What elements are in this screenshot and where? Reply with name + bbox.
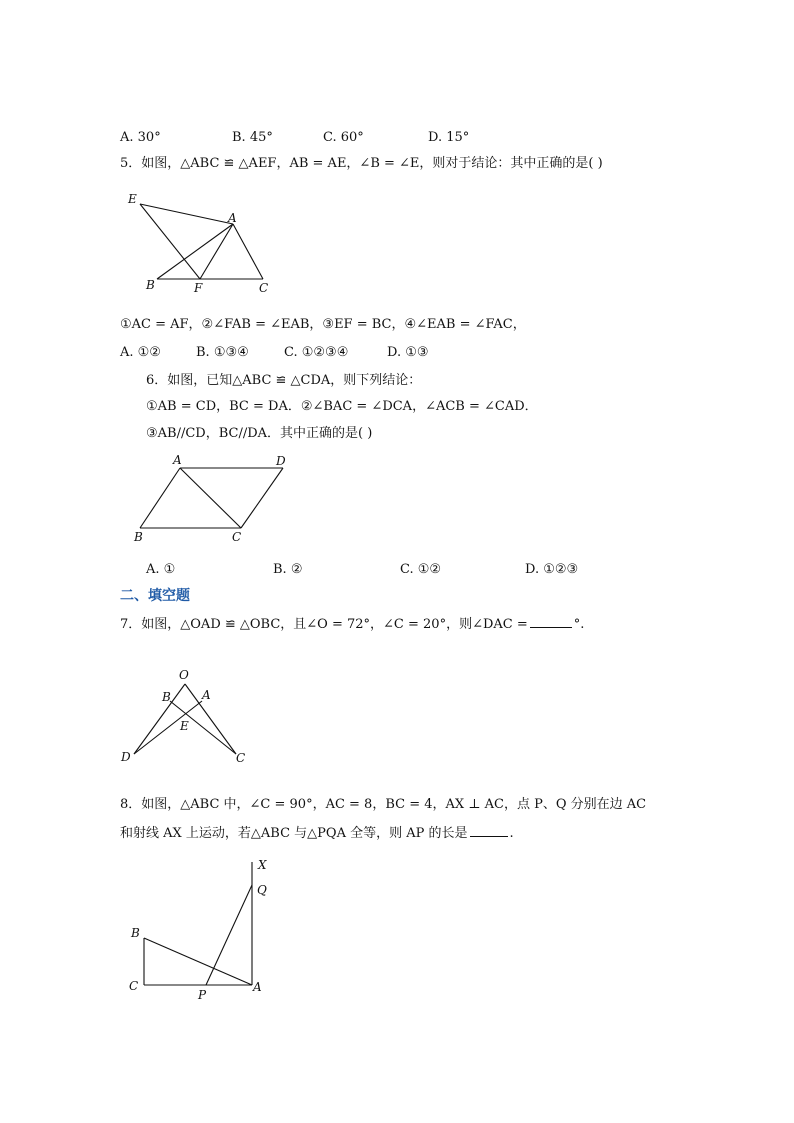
q6-label-A: A	[173, 453, 182, 467]
q6-label-B: B	[134, 530, 143, 544]
q5-option-c: C. ①②③④	[284, 345, 349, 360]
q5-conclusions: ①AC = AF，②∠FAB = ∠EAB，③EF = BC，④∠EAB = ∠FAC，	[120, 317, 526, 332]
q6-line-AB	[140, 468, 180, 528]
q6-line-AC	[180, 468, 241, 528]
q6-option-c: C. ①②	[400, 562, 442, 577]
q6-option-d: D. ①②③	[525, 562, 579, 577]
q8-line2-text: 和射线 AX 上运动，若△ABC 与△PQA 全等，则 AP 的长是	[120, 826, 468, 841]
q6-line1: ①AB = CD，BC = DA．②∠BAC = ∠DCA，∠ACB = ∠CAD．	[146, 399, 538, 414]
q5-line-AF	[200, 224, 233, 279]
q5-option-d: D. ①③	[387, 345, 429, 360]
q8-figure	[125, 852, 285, 1007]
q7-answer-blank[interactable]	[530, 614, 572, 628]
q4-option-d: D. 15°	[428, 130, 470, 145]
q5-line-AB	[157, 224, 233, 279]
q7-stem-unit: °.	[573, 617, 585, 632]
q6-stem: 6．如图，已知△ABC ≌ △CDA，则下列结论：	[146, 373, 422, 388]
q6-label-C: C	[232, 530, 242, 544]
q7-label-B: B	[162, 690, 171, 704]
q8-line-BA	[144, 938, 252, 985]
section-heading-fill-in: 二、填空题	[120, 588, 190, 604]
q8-label-C: C	[129, 979, 139, 993]
q7-label-C: C	[236, 751, 246, 765]
q7-label-A: A	[202, 688, 211, 702]
q5-option-a: A. ①②	[120, 345, 161, 360]
q6-option-b: B. ②	[273, 562, 303, 577]
q6-line-DC	[241, 468, 283, 528]
q5-label-A: A	[228, 211, 237, 225]
q8-label-B: B	[131, 926, 140, 940]
q8-line2-end: .	[509, 826, 514, 841]
q5-figure	[120, 190, 280, 300]
q7-label-E: E	[180, 719, 189, 733]
q8-answer-blank[interactable]	[470, 823, 508, 837]
q6-option-a: A. ①	[146, 562, 176, 577]
q8-line2	[120, 823, 514, 843]
q7-line-OD	[134, 684, 185, 754]
q5-label-B: B	[146, 278, 155, 292]
q7-stem	[120, 614, 584, 634]
q8-line1: 8．如图，△ABC 中，∠C = 90°，AC = 8，BC = 4，AX ⊥ AC，点 P、Q 分别在边 AC	[120, 797, 647, 812]
q8-label-X: X	[258, 858, 267, 872]
q5-label-F: F	[194, 281, 203, 295]
q7-label-D: D	[121, 750, 131, 764]
q7-label-O: O	[179, 668, 189, 682]
q7-figure	[118, 668, 258, 768]
q5-line-AC	[233, 224, 263, 279]
q6-label-D: D	[276, 454, 286, 468]
q4-option-c: C. 60°	[323, 130, 364, 145]
q7-stem-text: 7．如图，△OAD ≌ △OBC，且∠O = 72°，∠C = 20°，则∠DAC =	[120, 617, 528, 632]
q8-label-Q: Q	[257, 883, 267, 897]
q4-option-a: A. 30°	[120, 130, 161, 145]
q7-line-AD	[134, 701, 202, 754]
q8-label-A: A	[253, 980, 262, 994]
q5-option-b: B. ①③④	[196, 345, 249, 360]
q8-label-P: P	[198, 988, 207, 1002]
q4-option-b: B. 45°	[232, 130, 273, 145]
q5-label-E: E	[128, 192, 137, 206]
q5-label-C: C	[259, 281, 269, 295]
q6-line2: ③AB//CD，BC//DA．其中正确的是( )	[146, 426, 373, 441]
q6-figure	[130, 452, 300, 547]
q5-stem: 5．如图，△ABC ≌ △AEF，AB = AE，∠B = ∠E，则对于结论：其中正确的是( )	[120, 156, 603, 171]
q8-line-PQ	[206, 885, 252, 985]
